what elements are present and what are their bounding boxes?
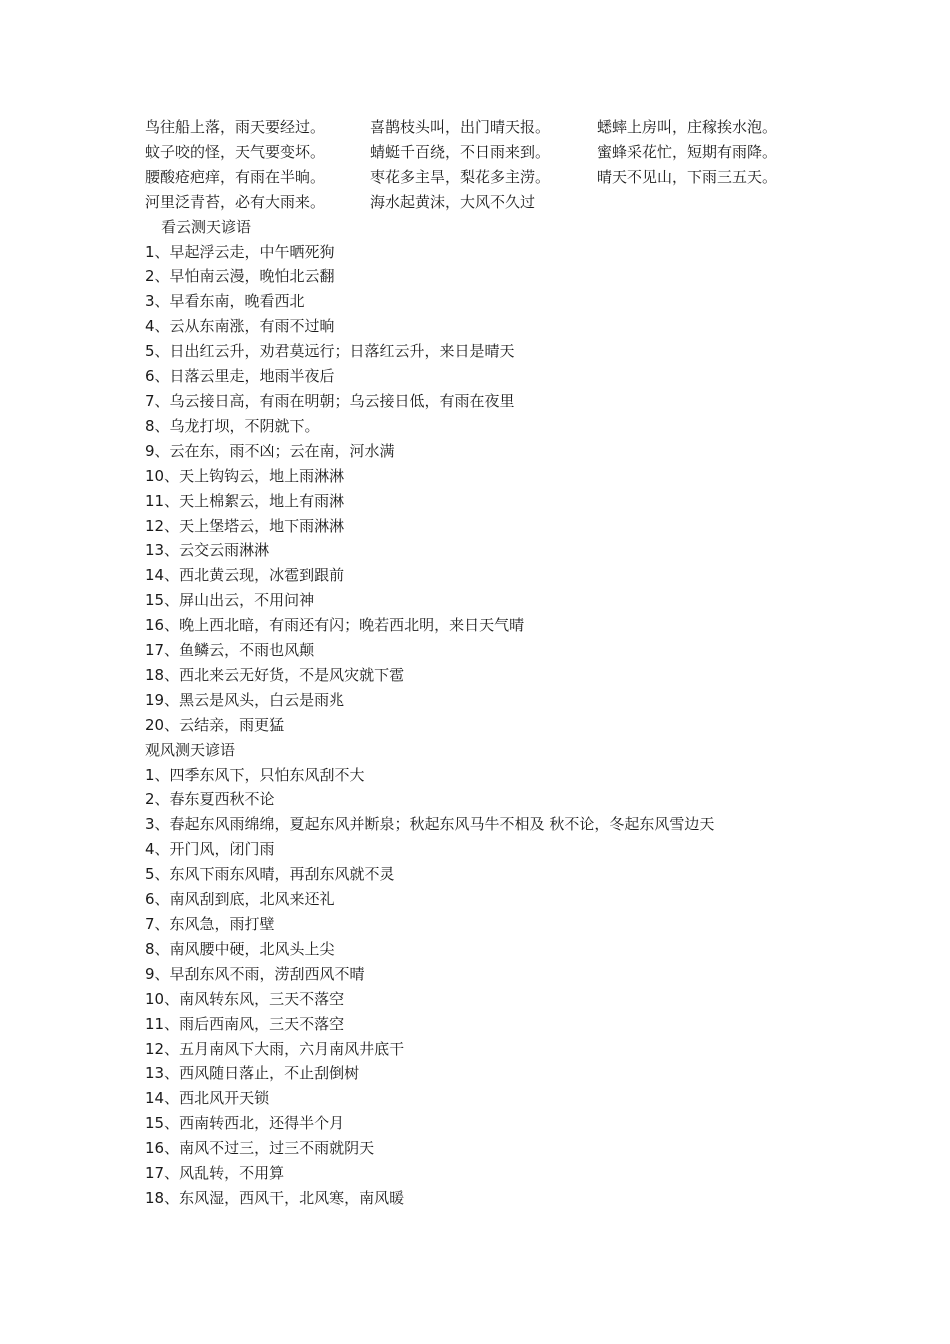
wind-proverb-item: 4、开门风，闭门雨: [145, 840, 275, 859]
intro-proverb: 鸟往船上落，雨天要经过。: [145, 118, 326, 136]
wind-proverb-item: 5、东风下雨东风晴，再刮东风就不灵: [145, 865, 395, 884]
wind-proverb-item: 16、南风不过三，过三不雨就阴天: [145, 1139, 375, 1158]
cloud-proverb-item: 4、云从东南涨，有雨不过晌: [145, 317, 335, 336]
cloud-proverb-item: 6、日落云里走，地雨半夜后: [145, 367, 335, 386]
intro-proverb: 晴天不见山，下雨三五天。: [597, 167, 778, 186]
wind-proverb-list: [145, 763, 845, 1211]
cloud-proverb-item: 5、日出红云升，劝君莫远行；日落红云升，来日是晴天: [145, 342, 515, 361]
wind-proverb-item: 1、四季东风下，只怕东风刮不大: [145, 765, 365, 784]
wind-proverb-item: 17、风乱转，不用算: [145, 1164, 285, 1183]
wind-proverb-item: 7、东风急，雨打壁: [145, 915, 275, 933]
clouds-proverb-list: [145, 240, 845, 738]
cloud-proverb-item: 1、早起浮云走，中午晒死狗: [145, 242, 335, 261]
wind-proverb-item: 12、五月南风下大雨，六月南风井底干: [145, 1039, 405, 1058]
cloud-proverb-item: 13、云交云雨淋淋: [145, 541, 270, 560]
wind-proverb-item: 3、春起东风雨绵绵，夏起东风并断泉；秋起东风马牛不相及 秋不论，冬起东风雪边天: [145, 815, 715, 834]
wind-proverb-item: 11、雨后西南风，三天不落空: [145, 1014, 345, 1033]
cloud-proverb-item: 19、黑云是风头，白云是雨兆: [145, 690, 345, 709]
cloud-proverb-item: 3、早看东南，晚看西北: [145, 292, 305, 311]
cloud-proverb-item: 15、屏山出云，不用问神: [145, 591, 315, 610]
cloud-proverb-item: 14、西北黄云现，冰雹到跟前: [145, 566, 345, 585]
intro-proverb: 蜻蜓千百绕，不日雨来到。: [370, 142, 551, 161]
intro-proverb-row: [145, 140, 845, 165]
cloud-proverb-item: 18、西北来云无好货，不是风灾就下雹: [145, 665, 405, 684]
intro-proverb-grid: [145, 115, 845, 215]
intro-proverb-row: [145, 190, 845, 215]
intro-proverb: 河里泛青苔，必有大雨来。: [145, 192, 326, 211]
cloud-proverb-item: 12、天上堡塔云，地下雨淋淋: [145, 516, 345, 535]
cloud-proverb-item: 8、乌龙打坝，不阴就下。: [145, 416, 320, 435]
wind-proverb-item: 18、东风湿，西风干，北风寒，南风暖: [145, 1188, 405, 1207]
wind-proverb-item: 8、南风腰中硬，北风头上尖: [145, 939, 335, 958]
intro-proverb: 腰酸疮疤痒，有雨在半晌。: [145, 167, 326, 186]
intro-proverb: 蚊子咬的怪，天气要变坏。: [145, 142, 326, 161]
cloud-proverb-item: 20、云结亲，雨更猛: [145, 715, 285, 734]
intro-proverb: 喜鹊枝头叫，出门晴天报。: [370, 118, 551, 136]
wind-proverb-item: 10、南风转东风，三天不落空: [145, 989, 345, 1008]
intro-proverb: [597, 190, 837, 215]
clouds-section-heading: 看云测天谚语: [161, 217, 252, 236]
wind-section-heading: 观风测天谚语: [145, 740, 236, 759]
wind-proverb-item: 14、西北风开天锁: [145, 1089, 270, 1108]
intro-proverb-row: [145, 165, 845, 190]
wind-proverb-item: 2、春东夏西秋不论: [145, 790, 275, 809]
intro-proverb: 枣花多主旱，梨花多主涝。: [370, 167, 551, 186]
document-page: [145, 115, 845, 1211]
intro-proverb-row: [145, 115, 845, 140]
cloud-proverb-item: 7、乌云接日高，有雨在明朝；乌云接日低，有雨在夜里: [145, 391, 515, 410]
intro-proverb: 蜜蜂采花忙，短期有雨降。: [597, 142, 778, 161]
cloud-proverb-item: 2、早怕南云漫，晚怕北云翻: [145, 267, 335, 286]
cloud-proverb-item: 11、天上棉絮云，地上有雨淋: [145, 491, 345, 510]
intro-proverb: 海水起黄沫，大风不久过: [370, 192, 536, 211]
intro-proverb: 蟋蟀上房叫，庄稼挨水泡。: [597, 118, 778, 136]
cloud-proverb-item: 9、云在东，雨不凶；云在南，河水满: [145, 441, 395, 460]
cloud-proverb-item: 16、晚上西北暗，有雨还有闪；晚若西北明，来日天气晴: [145, 616, 525, 635]
cloud-proverb-item: 10、天上钩钩云，地上雨淋淋: [145, 466, 345, 485]
wind-proverb-item: 9、早刮东风不雨，涝刮西风不晴: [145, 964, 365, 983]
cloud-proverb-item: 17、鱼鳞云，不雨也风颠: [145, 641, 315, 660]
wind-proverb-item: 6、南风刮到底，北风来还礼: [145, 890, 335, 909]
wind-proverb-item: 13、西风随日落止，不止刮倒树: [145, 1064, 360, 1083]
wind-proverb-item: 15、西南转西北，还得半个月: [145, 1114, 345, 1133]
